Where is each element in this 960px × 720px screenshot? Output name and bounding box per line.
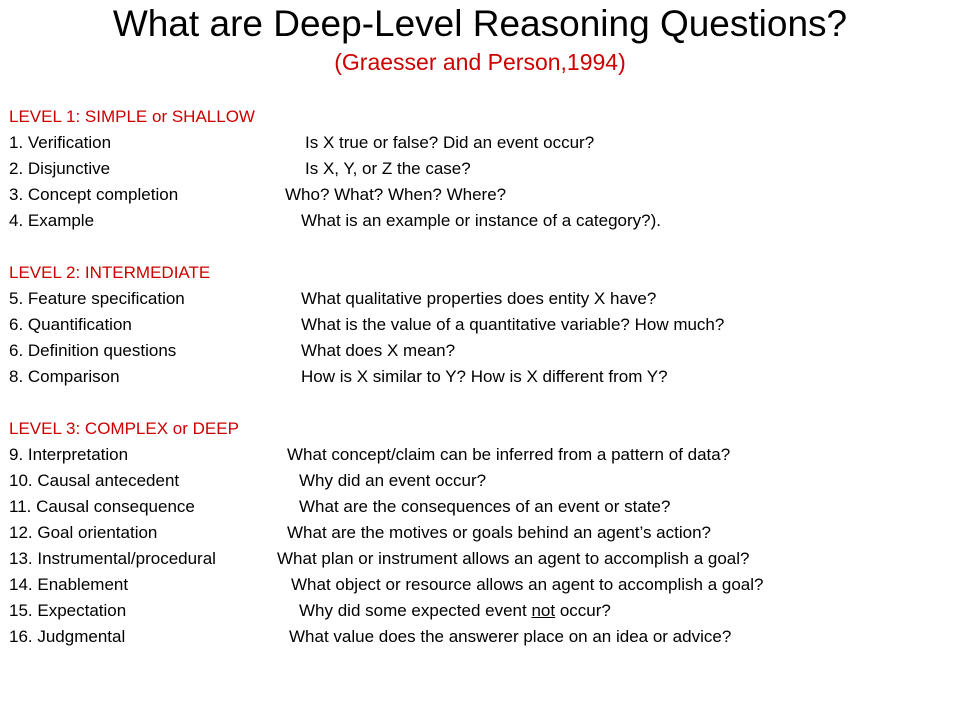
list-item — [9, 156, 954, 182]
list-item — [9, 494, 954, 520]
item-description: Is X true or false? Did an event occur? — [305, 133, 595, 152]
item-description: What is the value of a quantitative variable? How much? — [301, 315, 725, 334]
list-item — [9, 338, 954, 364]
list-item — [9, 182, 954, 208]
section-spacer — [9, 390, 954, 416]
item-description — [299, 598, 611, 624]
item-label: 9. Interpretation — [9, 445, 129, 464]
item-description: Why did an event occur? — [299, 471, 487, 490]
item-description: What plan or instrument allows an agent to accomplish a goal? — [277, 549, 750, 568]
item-label: 8. Comparison — [9, 367, 120, 386]
list-item — [9, 572, 954, 598]
list-item — [9, 208, 954, 234]
item-description: What concept/claim can be inferred from a pattern of data? — [287, 445, 731, 464]
item-description: Who? What? When? Where? — [285, 185, 507, 204]
item-description: What are the consequences of an event or state? — [299, 497, 671, 516]
item-description: What does X mean? — [301, 341, 456, 360]
list-item — [9, 130, 954, 156]
section-spacer — [9, 234, 954, 260]
list-item — [9, 520, 954, 546]
list-item — [9, 312, 954, 338]
item-description: What value does the answerer place on an idea or advice? — [289, 627, 732, 646]
emphasis-text: not — [531, 601, 556, 620]
item-description: What are the motives or goals behind an agent’s action? — [287, 523, 712, 542]
item-label: 4. Example — [9, 211, 95, 230]
page-title: What are Deep-Level Reasoning Questions? — [112, 3, 848, 44]
citation-subtitle: (Graesser and Person,1994) — [334, 49, 626, 75]
item-description: Is X, Y, or Z the case? — [305, 159, 471, 178]
list-item — [9, 364, 954, 390]
item-label: 12. Goal orientation — [9, 523, 158, 542]
item-label: 6. Definition questions — [9, 341, 177, 360]
description-text: Why did some expected event — [299, 601, 532, 620]
description-text: occur? — [555, 601, 611, 620]
item-label: 5. Feature specification — [9, 289, 185, 308]
list-item — [9, 624, 954, 650]
level-1-heading: LEVEL 1: SIMPLE or SHALLOW — [9, 107, 255, 126]
list-item — [9, 442, 954, 468]
item-label: 11. Causal consequence — [9, 497, 195, 516]
item-description: What qualitative properties does entity X have? — [301, 289, 657, 308]
item-description: How is X similar to Y? How is X different from Y? — [301, 367, 668, 386]
item-label: 10. Causal antecedent — [9, 471, 180, 490]
question-taxonomy — [9, 104, 954, 650]
level-2-heading: LEVEL 2: INTERMEDIATE — [9, 263, 211, 282]
list-item — [9, 468, 954, 494]
item-label: 6. Quantification — [9, 315, 132, 334]
item-label: 3. Concept completion — [9, 185, 179, 204]
item-description: What object or resource allows an agent to accomplish a goal? — [291, 575, 764, 594]
item-description: What is an example or instance of a category?). — [301, 211, 662, 230]
item-label: 2. Disjunctive — [9, 159, 111, 178]
item-label: 13. Instrumental/procedural — [9, 549, 216, 568]
list-item — [9, 598, 954, 624]
list-item — [9, 546, 954, 572]
list-item — [9, 286, 954, 312]
item-label: 14. Enablement — [9, 575, 129, 594]
item-label: 16. Judgmental — [9, 627, 126, 646]
item-label: 15. Expectation — [9, 601, 127, 620]
item-label: 1. Verification — [9, 133, 112, 152]
level-3-heading: LEVEL 3: COMPLEX or DEEP — [9, 419, 239, 438]
